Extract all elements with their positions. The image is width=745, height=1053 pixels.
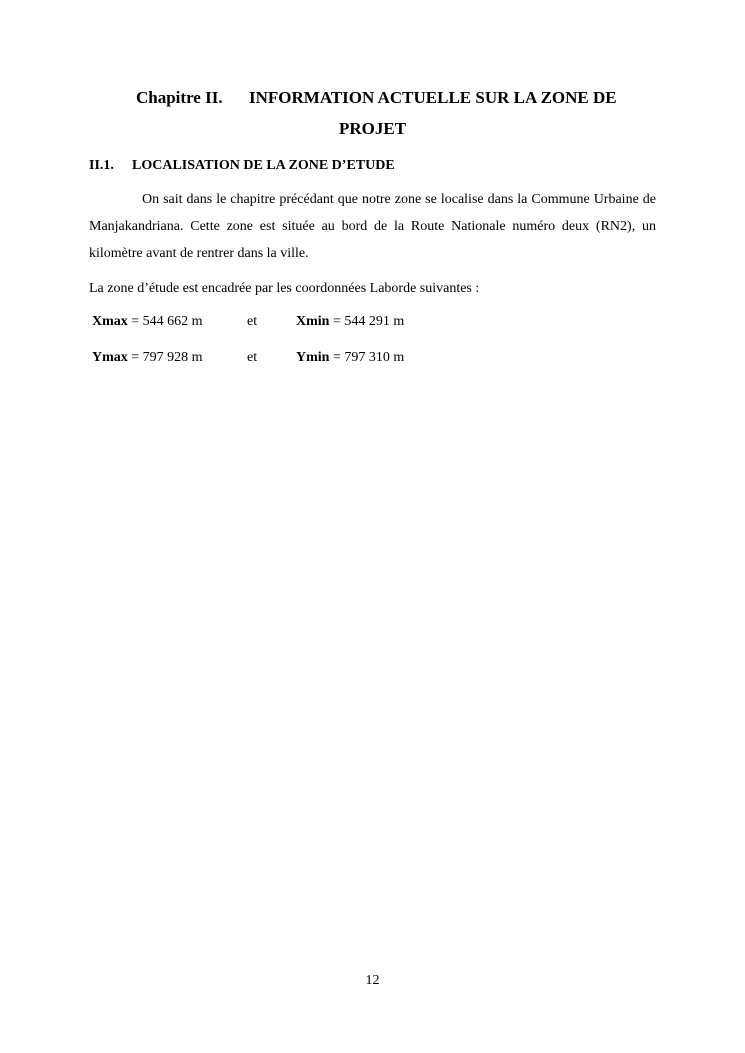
body-paragraph-coordinates-intro: La zone d’étude est encadrée par les coordonnées Laborde suivantes : <box>89 281 480 296</box>
coordinate-row-x <box>92 314 492 336</box>
chapter-heading <box>0 88 745 110</box>
x-max-value: = 544 662 m <box>127 314 203 329</box>
chapter-number: Chapitre II. <box>136 88 223 107</box>
y-connector: et <box>247 350 258 365</box>
x-connector: et <box>247 314 258 329</box>
chapter-title-line-2: PROJET <box>338 119 407 138</box>
chapter-title-line-1: INFORMATION ACTUELLE SUR LA ZONE DE <box>249 88 617 107</box>
y-min-coordinate <box>296 350 404 366</box>
y-max-coordinate <box>92 350 203 366</box>
x-min-coordinate <box>296 314 404 330</box>
body-paragraph-localisation: On sait dans le chapitre précédant que notre zone se localise dans la Commune Urbaine de Manjakandriana. Cette zone est située au bord de la Route Nationale numéro deux (RN2), un kilomètre avant de rentrer dans la ville. <box>89 192 656 261</box>
page-number: 12 <box>365 973 380 988</box>
y-max-label: Ymax <box>92 350 128 365</box>
y-min-label: Ymin <box>296 350 330 365</box>
y-min-value: = 797 310 m <box>329 350 405 365</box>
section-number: II.1. <box>89 158 114 173</box>
section-title: LOCALISATION DE LA ZONE D’ETUDE <box>132 158 395 173</box>
x-min-label: Xmin <box>296 314 330 329</box>
section-heading <box>89 158 659 178</box>
x-max-coordinate <box>92 314 203 330</box>
x-max-label: Xmax <box>92 314 128 329</box>
y-max-value: = 797 928 m <box>127 350 203 365</box>
coordinate-row-y <box>92 350 492 372</box>
x-min-value: = 544 291 m <box>329 314 405 329</box>
